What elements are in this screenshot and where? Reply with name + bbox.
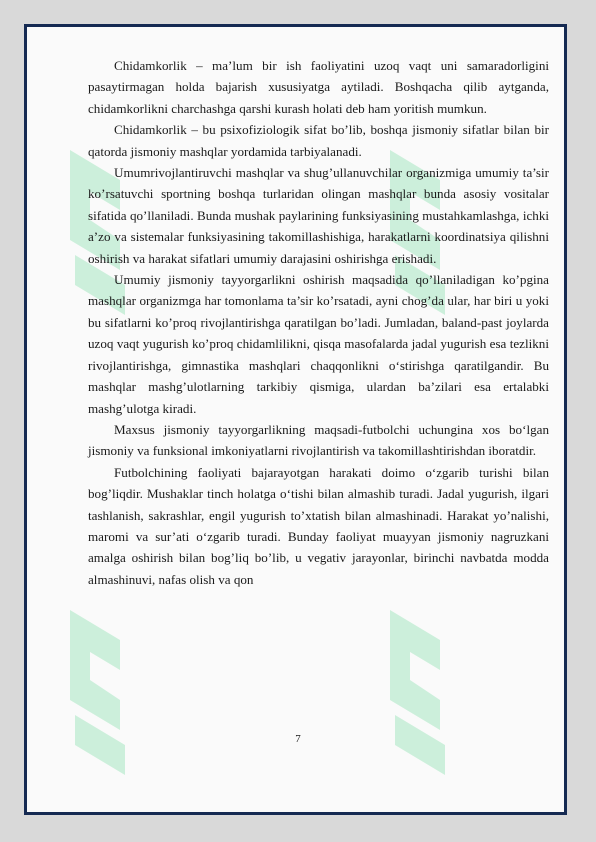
paragraph: Chidamkorlik – ma’lum bir ish faoliyatini uzoq vaqt uni samaradorligini pasaytirmagan holda bajarish xususiyatga aytiladi. Boshqacha qilib aytganda, chidamkorlikni charchashga qarshi kurash holati deb ham yoritish mumkun. — [88, 58, 549, 116]
paragraph: Chidamkorlik – bu psixofiziologik sifat bo’lib, boshqa jismoniy sifatlar bilan bir qatorda jismoniy mashqlar yordamida tarbiyalanadi. — [88, 122, 549, 159]
page-number: 7 — [295, 733, 301, 745]
paragraph: Umumrivojlantiruvchi mashqlar va shug’ullanuvchilar organizmiga umumiy ta’sir ko’rsatuvchi sportning boshqa turlaridan olingan mashqlar bunda asosiy vositalar sifatida qo’llaniladi. Bunda mushak paylarining funksiyasining mustahkamlashga, ichki a’zo va sistemalar funksiyasining takomillashishiga, harakatlarni koordinatsiya qilishni oshirish va harakat sifatlari umumiy darajasini oshirishga erishadi. — [88, 165, 549, 266]
paragraph: Futbolchining faoliyati bajarayotgan harakati doimo o‘zgarib turishi bilan bog’liqdir. Mushaklar tinch holatga o‘tishi bilan almashib turadi. Jadal yugurish, ilgari tashlanish, sakrashlar, engil yugurish to’xtatish bilan almashinadi. Harakat yo’nalishi, maromi va sur’ati o‘zgarib turadi. Bunday faoliyat muayyan jismoniy nagruzkani amalga oshirish bilan bog’liq bo’lib, u vegativ jarayonlar, birinchi navbatda modda almashinuvi, nafas olish va qon — [88, 464, 549, 587]
paragraph: Maxsus jismoniy tayyorgarlikning maqsadi-futbolchi uchungina xos bo‘lgan jismoniy va funksional imkoniyatlarni rivojlantirish va takomillashtirishdan iboratdir. — [88, 421, 549, 459]
paragraph: Umumiy jismoniy tayyorgarlikni oshirish maqsadida qo’llaniladigan ko’pgina mashqlar organizmga har tomonlama ta’sir ko’rsatadi, ayni chog’da ular, har biri u yoki bu sifatlarni ko’proq rivojlantirishga qaratilgan bo’ladi. Jumladan, baland-past joylarda uzoq vaqt yugurish ko’proq chidamlilikni, qisqa masofalarda jadal yugurish esa tezlikni rivojlantirishga, gimnastika mashqlari chaqqonlikni o‘stirishga qaratilgandir. Bu mashqlar mashg’ulotlarning tarkibiy qismiga, ulardan ba’zilari esa ertalabki mashg’ulotga kiradi. — [88, 272, 549, 416]
body-text — [88, 55, 549, 590]
